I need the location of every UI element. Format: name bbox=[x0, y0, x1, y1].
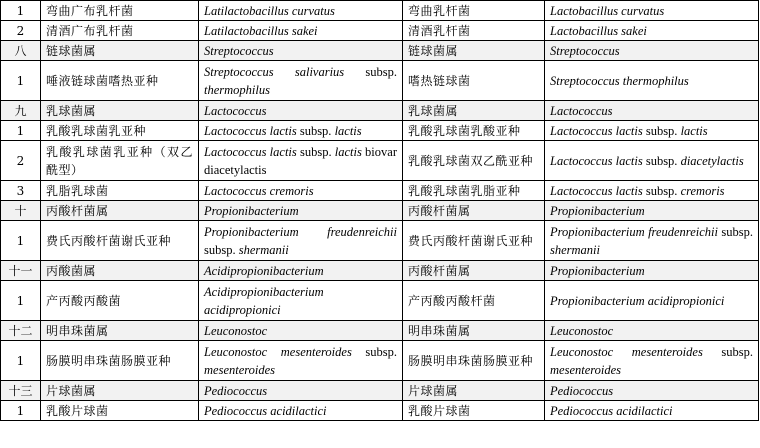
latin-name-part: Leuconostoc bbox=[204, 323, 268, 338]
genus-row bbox=[1, 201, 759, 221]
row-number: 1 bbox=[1, 61, 41, 101]
latin-name-part: subsp. bbox=[642, 153, 681, 168]
table-row bbox=[1, 121, 759, 141]
latin-name-part: shermanii bbox=[550, 242, 600, 257]
latin-name-part: lactis bbox=[334, 144, 362, 159]
former-chinese-name: 乳酸乳球菌乳酸亚种 bbox=[403, 121, 545, 141]
former-chinese-name: 明串珠菌属 bbox=[403, 321, 545, 341]
row-number: 十 bbox=[1, 201, 41, 221]
row-number: 十二 bbox=[1, 321, 41, 341]
row-number: 3 bbox=[1, 181, 41, 201]
latin-name-part: Streptococcus thermophilus bbox=[550, 73, 689, 88]
former-chinese-name: 丙酸杆菌属 bbox=[403, 201, 545, 221]
taxonomy-table-body bbox=[1, 1, 759, 421]
latin-name-part: lactis bbox=[680, 123, 708, 138]
row-number: 2 bbox=[1, 141, 41, 181]
current-latin-name bbox=[199, 41, 403, 61]
current-chinese-name: 清酒广布乳杆菌 bbox=[41, 21, 199, 41]
genus-row bbox=[1, 101, 759, 121]
latin-name-part: Lactococcus lactis bbox=[550, 153, 643, 168]
genus-row bbox=[1, 41, 759, 61]
latin-name-part: Lactococcus lactis bbox=[550, 123, 643, 138]
latin-name-part: Propionibacterium bbox=[204, 203, 299, 218]
current-chinese-name: 肠膜明串珠菌肠膜亚种 bbox=[41, 341, 199, 381]
latin-name-part: Lactococcus lactis bbox=[204, 123, 297, 138]
current-chinese-name: 乳球菌属 bbox=[41, 101, 199, 121]
genus-row bbox=[1, 321, 759, 341]
current-chinese-name: 乳酸乳球菌乳亚种（双乙酰型） bbox=[41, 141, 199, 181]
latin-name-part: lactis bbox=[334, 123, 362, 138]
row-number: 1 bbox=[1, 221, 41, 261]
latin-name-part: subsp. bbox=[296, 144, 335, 159]
latin-name-part: subsp. bbox=[717, 224, 753, 239]
current-chinese-name: 乳酸乳球菌乳亚种 bbox=[41, 121, 199, 141]
latin-name-part: Lactobacillus sakei bbox=[550, 23, 647, 38]
former-latin-name bbox=[545, 341, 759, 381]
former-latin-name bbox=[545, 61, 759, 101]
row-number: 1 bbox=[1, 401, 41, 421]
current-latin-name bbox=[199, 281, 403, 321]
current-latin-name bbox=[199, 121, 403, 141]
genus-row bbox=[1, 381, 759, 401]
latin-name-part: Propionibacterium acidipropionici bbox=[550, 293, 725, 308]
former-latin-name bbox=[545, 1, 759, 21]
current-chinese-name: 乳酸片球菌 bbox=[41, 401, 199, 421]
current-chinese-name: 乳脂乳球菌 bbox=[41, 181, 199, 201]
former-chinese-name: 乳酸乳球菌乳脂亚种 bbox=[403, 181, 545, 201]
latin-name-part: Lactococcus lactis bbox=[550, 183, 643, 198]
latin-name-part: diacetylactis bbox=[680, 153, 744, 168]
table-row bbox=[1, 401, 759, 421]
row-number: 1 bbox=[1, 281, 41, 321]
latin-name-part: Lactococcus lactis bbox=[204, 144, 297, 159]
table-row bbox=[1, 221, 759, 261]
latin-name-part: subsp. bbox=[642, 183, 681, 198]
former-latin-name bbox=[545, 381, 759, 401]
latin-name-part: biovar diacetylactis bbox=[204, 144, 397, 177]
row-number: 2 bbox=[1, 21, 41, 41]
current-latin-name bbox=[199, 1, 403, 21]
former-latin-name bbox=[545, 21, 759, 41]
latin-name-part: Pediococcus bbox=[550, 383, 614, 398]
latin-name-part: subsp. bbox=[351, 344, 397, 359]
current-latin-name bbox=[199, 401, 403, 421]
former-latin-name bbox=[545, 41, 759, 61]
current-latin-name bbox=[199, 381, 403, 401]
former-latin-name bbox=[545, 261, 759, 281]
row-number: 1 bbox=[1, 1, 41, 21]
latin-name-part: Leuconostoc mesenteroides bbox=[204, 344, 352, 359]
former-latin-name bbox=[545, 121, 759, 141]
latin-name-part: Pediococcus acidilactici bbox=[550, 403, 673, 418]
former-chinese-name: 清酒乳杆菌 bbox=[403, 21, 545, 41]
latin-name-part: Lactobacillus curvatus bbox=[550, 3, 665, 18]
current-chinese-name: 丙酸菌属 bbox=[41, 261, 199, 281]
current-latin-name bbox=[199, 21, 403, 41]
former-latin-name bbox=[545, 221, 759, 261]
table-row bbox=[1, 341, 759, 381]
former-chinese-name: 肠膜明串珠菌肠膜亚种 bbox=[403, 341, 545, 381]
table-row bbox=[1, 1, 759, 21]
former-chinese-name: 链球菌属 bbox=[403, 41, 545, 61]
row-number: 八 bbox=[1, 41, 41, 61]
former-chinese-name: 嗜热链球菌 bbox=[403, 61, 545, 101]
former-chinese-name: 片球菌属 bbox=[403, 381, 545, 401]
row-number: 十一 bbox=[1, 261, 41, 281]
latin-name-part: Acidipropionibacterium acidipropionici bbox=[204, 284, 324, 317]
latin-name-part: subsp. bbox=[204, 242, 239, 257]
latin-name-part: Pediococcus bbox=[204, 383, 268, 398]
latin-name-part: Leuconostoc mesenteroides bbox=[550, 344, 703, 359]
current-chinese-name: 片球菌属 bbox=[41, 381, 199, 401]
current-chinese-name: 弯曲广布乳杆菌 bbox=[41, 1, 199, 21]
latin-name-part: Latilactobacillus sakei bbox=[204, 23, 318, 38]
current-chinese-name: 费氏丙酸杆菌谢氏亚种 bbox=[41, 221, 199, 261]
current-latin-name bbox=[199, 321, 403, 341]
latin-name-part: Propionibacterium freudenreichii bbox=[550, 224, 718, 239]
latin-name-part: thermophilus bbox=[204, 82, 270, 97]
latin-name-part: Propionibacterium bbox=[550, 203, 645, 218]
latin-name-part: Leuconostoc bbox=[550, 323, 614, 338]
row-number: 十三 bbox=[1, 381, 41, 401]
latin-name-part: Pediococcus acidilactici bbox=[204, 403, 327, 418]
latin-name-part: subsp. bbox=[344, 64, 398, 79]
latin-name-part: cremoris bbox=[680, 183, 725, 198]
table-row bbox=[1, 141, 759, 181]
former-chinese-name: 乳酸片球菌 bbox=[403, 401, 545, 421]
table-row bbox=[1, 281, 759, 321]
current-latin-name bbox=[199, 181, 403, 201]
former-latin-name bbox=[545, 141, 759, 181]
table-row bbox=[1, 61, 759, 101]
latin-name-part: Lactococcus bbox=[204, 103, 267, 118]
former-chinese-name: 费氏丙酸杆菌谢氏亚种 bbox=[403, 221, 545, 261]
genus-row bbox=[1, 261, 759, 281]
latin-name-part: Propionibacterium bbox=[550, 263, 645, 278]
table-row bbox=[1, 181, 759, 201]
current-latin-name bbox=[199, 261, 403, 281]
current-chinese-name: 产丙酸丙酸菌 bbox=[41, 281, 199, 321]
row-number: 1 bbox=[1, 121, 41, 141]
current-latin-name bbox=[199, 141, 403, 181]
current-chinese-name: 链球菌属 bbox=[41, 41, 199, 61]
current-latin-name bbox=[199, 101, 403, 121]
latin-name-part: subsp. bbox=[296, 123, 335, 138]
current-latin-name bbox=[199, 61, 403, 101]
latin-name-part: Propionibacterium freudenreichii bbox=[204, 224, 397, 239]
former-chinese-name: 产丙酸丙酸杆菌 bbox=[403, 281, 545, 321]
latin-name-part: subsp. bbox=[642, 123, 681, 138]
row-number: 九 bbox=[1, 101, 41, 121]
latin-name-part: mesenteroides bbox=[204, 362, 276, 377]
table-row bbox=[1, 21, 759, 41]
latin-name-part: Streptococcus bbox=[550, 43, 620, 58]
former-chinese-name: 乳球菌属 bbox=[403, 101, 545, 121]
current-latin-name bbox=[199, 201, 403, 221]
former-latin-name bbox=[545, 181, 759, 201]
row-number: 1 bbox=[1, 341, 41, 381]
current-chinese-name: 明串珠菌属 bbox=[41, 321, 199, 341]
latin-name-part: Latilactobacillus curvatus bbox=[204, 3, 335, 18]
current-latin-name bbox=[199, 221, 403, 261]
latin-name-part: subsp. bbox=[702, 344, 753, 359]
former-latin-name bbox=[545, 201, 759, 221]
former-latin-name bbox=[545, 101, 759, 121]
latin-name-part: shermanii bbox=[238, 242, 289, 257]
former-latin-name bbox=[545, 401, 759, 421]
latin-name-part: Lactococcus bbox=[550, 103, 613, 118]
former-latin-name bbox=[545, 321, 759, 341]
latin-name-part: Streptococcus salivarius bbox=[204, 64, 345, 79]
current-chinese-name: 丙酸杆菌属 bbox=[41, 201, 199, 221]
current-chinese-name: 唾液链球菌嗜热亚种 bbox=[41, 61, 199, 101]
current-latin-name bbox=[199, 341, 403, 381]
latin-name-part: Acidipropionibacterium bbox=[204, 263, 324, 278]
former-chinese-name: 丙酸杆菌属 bbox=[403, 261, 545, 281]
former-chinese-name: 弯曲乳杆菌 bbox=[403, 1, 545, 21]
latin-name-part: Lactococcus cremoris bbox=[204, 183, 314, 198]
former-latin-name bbox=[545, 281, 759, 321]
latin-name-part: mesenteroides bbox=[550, 362, 622, 377]
former-chinese-name: 乳酸乳球菌双乙酰亚种 bbox=[403, 141, 545, 181]
latin-name-part: Streptococcus bbox=[204, 43, 274, 58]
